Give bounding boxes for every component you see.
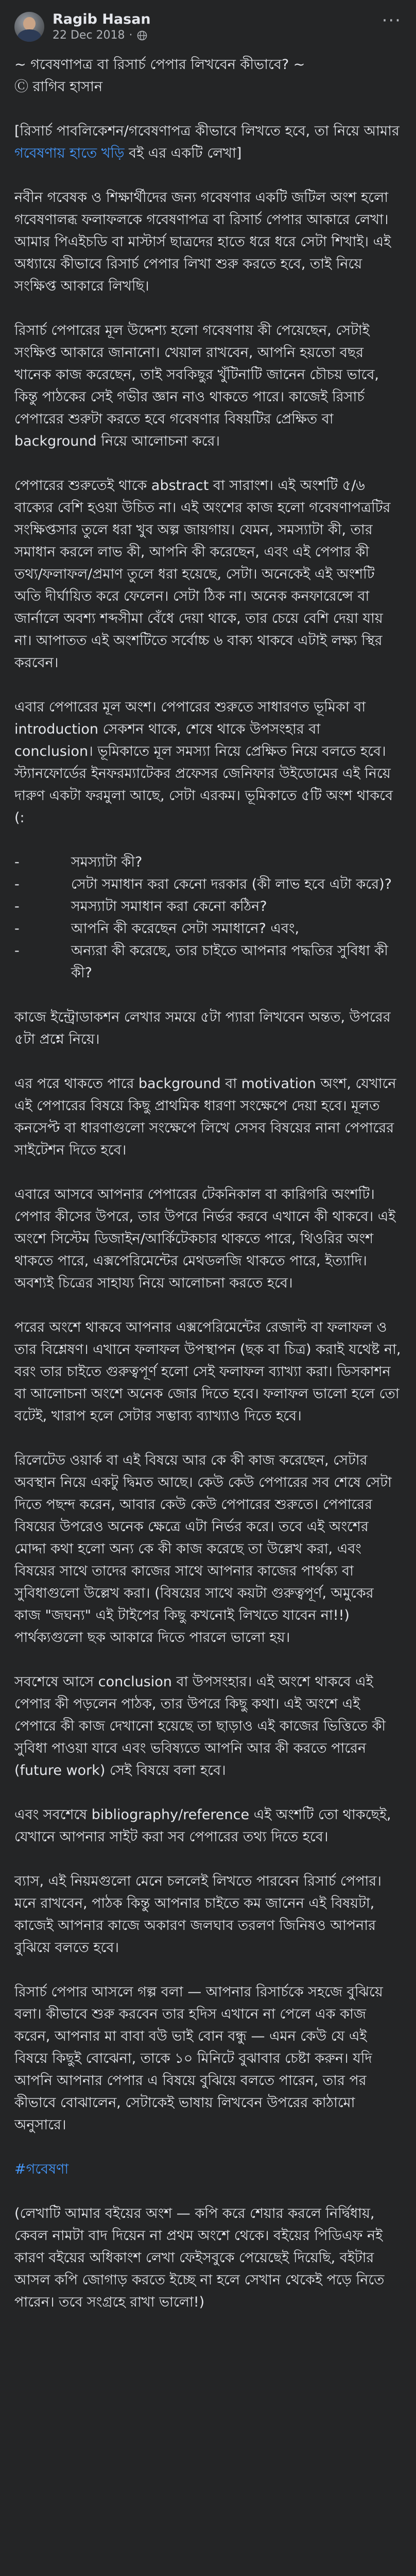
paragraph: রিসার্চ পেপারের মূল উদ্দেশ্য হলো গবেষণায় কী পেয়েছেন, সেটাই সংক্ষিপ্ত আকারে জানানো। খেয়াল রাখবেন, আপনি হয়তো বছর খানেক কাজ করেছেন, তাই সবকিছুর খুঁটিনাটি জানেন চৌচয় ভাবে, কিন্তু পাঠকের সেই গভীর জ্ঞান নাও থাকতে পারে। কাজেই রিসার্চ পেপারের শুরুটা করতে হবে গবেষণার বিষয়টির প্রেক্ষিত বা background নিয়ে আলোচনা করে। [14, 323, 379, 449]
paragraph: এবার পেপারের মূল অংশ। পেপারের শুরুতে সাধারণত ভূমিকা বা introduction সেকশন থাকে, শেষে থাকে উপসংহার বা conclusion। ভূমিকাতে মূল সমস্যা নিয়ে প্রেক্ষিত নিয়ে বলতে হবে। স্ট্যানফোর্ডের ইনফরম্যাটেকর প্রফেসর জেনিফার উইডোমের এই নিয়ে দারুণ একটা ফরমুলা আছে, সেটা এরকম। ভূমিকাতে ৫টি অংশ থাকবে (: [14, 699, 393, 826]
more-options-icon[interactable]: ··· [382, 10, 402, 31]
paragraph-intro-note [14, 120, 402, 164]
intro-note-text: [রিসার্চ পাবলিকেশন/গবেষণাপত্র কীভাবে লিখতে হবে, তা নিয়ে আমার [14, 123, 400, 139]
list-item: - সমস্যাটা কী? [14, 851, 402, 873]
list-item: - সমস্যাটা সমাধান করা কেনো কঠিন? [14, 895, 402, 918]
paragraph: রিলেটেড ওয়ার্ক বা এই বিষয়ে আর কে কী কাজ করেছেন, সেটার অবস্থান নিয়ে একটু দ্বিমত আছে। কেউ কেউ পেপারের সব শেষে সেটা দিতে পছন্দ করেন, আবার কেউ কেউ পেপারের শুরুতে। পেপারের বিষয়ের উপরেও অনেক ক্ষেত্রে এটা নির্ভর করে। তবে এই অংশের মোদ্দা কথা হলো অন্য কে কী কাজ করেছে তা উল্লেখ করা, এবং বিষয়ের সাথে তাদের কাজের সাথে আপনার কাজের পার্থক্য বা সুবিধাগুলো উল্লেখ করা। (বিষয়ের সাথে কয়টা গুরুত্বপূর্ণ, অমুকের কাজ "জঘন্য" এই টাইপের কিছু কখনোই লিখতে যাবেন না!!) পার্থক্যগুলো ছক আকারে দিতে পারলে ভালো হয়। [14, 1452, 392, 1646]
post-body [0, 47, 416, 2313]
question-list [14, 851, 402, 984]
list-item: - সেটা সমাধান করা কেনো দরকার (কী লাভ হবে এটা করে)? [14, 873, 402, 895]
post-subline [53, 28, 151, 43]
post-meta [53, 11, 151, 43]
post-title [14, 54, 402, 98]
post-date[interactable]: 22 Dec 2018 [53, 29, 125, 42]
paragraph: রিসার্চ পেপার আসলে গল্প বলা — আপনার রিসার্চকে সহজে বুঝিয়ে বলা। কীভাবে শুরু করবেন তার হদিস এখানে না পেলে এক কাজ করেন, আপনার মা বাবা বউ ভাই বোন বন্ধু — এমন কেউ যে এই বিষয়ে কিছুই বোঝেনা, তাকে ১০ মিনিটে বুঝাবার চেষ্টা করুন। যদি আপনি আপনার পেপার এ বিষয়ে বুঝিয়ে বলতে পারেন, তার পর কীভাবে বোঝালেন, সেটাকেই ভাষায় লিখবেন উপরের কাঠামো অনুসারে। [14, 1984, 383, 2133]
intro-note-tail: বই এর একটি লেখা] [124, 145, 242, 161]
paragraph: সবশেষে আসে conclusion বা উপসংহার। এই অংশে থাকবে এই পেপার কী পড়লেন পাঠক, তার উপরে কিছু কথা। এই অংশে এই পেপারে কী কাজ দেখানো হয়েছে তা ছাড়াও এই কাজের ভিত্তিতে কী সুবিধা পাওয়া যাবে এবং ভবিষ্যতে আপনি আর কী করতে পারেন (future work) সেই বিষয়ে বলা হবে। [14, 1674, 386, 1778]
signature-line: Ⓒ রাগিব হাসান [14, 79, 103, 95]
book-link[interactable]: গবেষণায় হাতে খড়ি [14, 145, 125, 161]
paragraph: পরের অংশে থাকবে আপনার এক্সপেরিমেন্টের রেজাল্ট বা ফলাফল ও তার বিশ্লেষণ। এখানে ফলাফল উপস্থাপন (ছক বা চিত্র) করাই যথেষ্ট না, বরং তার চাইতে গুরুত্বপূর্ণ হলো সেই ফলাফল ব্যাখ্যা করা। ডিসকাশন বা আলোচনা অংশে অনেক জোর দিতে হবে। ফলাফল ভালো হলে তো বটেই, খারাপ হলে সেটার সম্ভাব্য ব্যাখ্যাও দিতে হবে। [14, 1319, 401, 1424]
paragraph: কাজে ইন্ট্রোডাকশন লেখার সময়ে ৫টা প্যারা লিখবেন অন্তত, উপরের ৫টা প্রশ্নে নিয়ে। [14, 1009, 391, 1047]
hashtag-link[interactable]: #গবেষণা [14, 2161, 69, 2177]
paragraph: এবারে আসবে আপনার পেপারের টেকনিকাল বা কারিগরি অংশটি। পেপার কীসের উপরে, তার উপরে নির্ভর করবে এখানে কী থাকবে। এই অংশে সিস্টেম ডিজাইন/আর্কিটেকচার থাকতে পারে, থিওরির অংশ থাকতে পারে, এক্সপেরিমেন্টের মেথডলজি থাকতে পারে, ইত্যাদি। অবশ্যই চিত্রের সাহায্য নিয়ে আলোচনা করতে হবে। [14, 1187, 396, 1291]
paragraph-footnote: (লেখাটি আমার বইয়ের অংশ — কপি করে শেয়ার করলে নির্দ্বিধায়, কেবল নামটা বাদ দিয়েন না প্রথম অংশে থেকে। বইয়ের পিডিএফ নই কারণ বইয়ের অধিকাংশ লেখা ফেইসবুকে পেয়েছেই দিয়েছি, বইটার আসল কপি জোগাড় করতে ইচ্ছে না হলে সেখান থেকেই পড়ে নিতে পারেন। তবে সংগ্রহে রাখা ভালো!) [14, 2206, 385, 2310]
paragraph: নবীন গবেষক ও শিক্ষার্থীদের জন্য গবেষণার একটি জটিল অংশ হলো গবেষণালব্ধ ফলাফলকে গবেষণাপত্র বা রিসার্চ পেপার আকারে লেখা। আমার পিএইচডি বা মাস্টার্স ছাত্রদের হাতে ধরে ধরে সেটা শিখাই। এই অধ্যায়ে কীভাবে রিসার্চ পেপার লিখা শুরু করতে হবে, তাই নিয়ে সংক্ষিপ্ত আকারে লিখছি। [14, 190, 391, 294]
paragraph: এবং সবশেষে bibliography/reference এই অংশটি তো থাকছেই, যেখানে আপনার সাইট করা সব পেপারের তথ্য দিতে হবে। [14, 1807, 391, 1845]
list-item: - অন্যরা কী করেছে, তার চাইতে আপনার পদ্ধতির সুবিধা কী কী? [14, 940, 402, 984]
separator-dot: · [129, 29, 133, 42]
title-line: ~ গবেষণাপত্র বা রিসার্চ পেপার লিখবেন কীভাবে? ~ [14, 57, 305, 73]
paragraph: এর পরে থাকতে পারে background বা motivation অংশ, যেখানে এই পেপারের বিষয়ে কিছু প্রাথমিক ধারণা সংক্ষেপে দেয়া হবে। মূলত কনসেপ্ট বা ধারণাগুলো সংক্ষেপে লিখে সেসব বিষয়ের নানা পেপারের সাইটেশন দিতে হবে। [14, 1076, 396, 1158]
hashtag-paragraph [14, 2158, 402, 2180]
paragraph: ব্যাস, এই নিয়মগুলো মেনে চললেই লিখতে পারবেন রিসার্চ পেপার। মনে রাখবেন, পাঠক কিন্তু আপনার চাইতে কম জানেন এই বিষয়টা, কাজেই আপনার কাজে অকারণ জলঘাব তরলণ জিনিষও আপনার বুঝিয়ে বলতে হবে। [14, 1873, 382, 1956]
avatar[interactable] [14, 12, 44, 42]
list-item: - আপনি কী করেছেন সেটা সমাধানে? এবং, [14, 918, 402, 940]
post-header [0, 0, 416, 47]
author-name[interactable]: Ragib Hasan [53, 11, 151, 27]
paragraph: পেপারের শুরুতেই থাকে abstract বা সারাংশ। এই অংশটি ৫/৬ বাক্যের বেশি হওয়া উচিত না। এই অংশের কাজ হলো গবেষণাপত্রটির সংক্ষিপ্তসার তুলে ধরা খুব অল্প জায়গায়। যেমন, সমস্যাটা কী, তার সমাধান করলে লাভ কী, আপনি কী করেছেন, এবং এই পেপার কী তথ্য/ফলাফল/প্রমাণ তুলে ধরা হয়েছে, সেটা। অনেকেই এই অংশটি অতি দীর্ঘায়িত করে ফেলেন। সেটা ঠিক না। অনেক কনফারেন্সে বা জার্নালে অবশ্য শব্দসীমা বেঁধে দেয়া থাকে, তার চেয়ে বেশি দেয়া যায় না। আপাতত এই অংশটিতে সর্বোচ্চ ৬ বাক্য থাকবে এটাই লক্ষ্য স্থির করবেন। [14, 478, 391, 671]
globe-icon [137, 30, 147, 41]
